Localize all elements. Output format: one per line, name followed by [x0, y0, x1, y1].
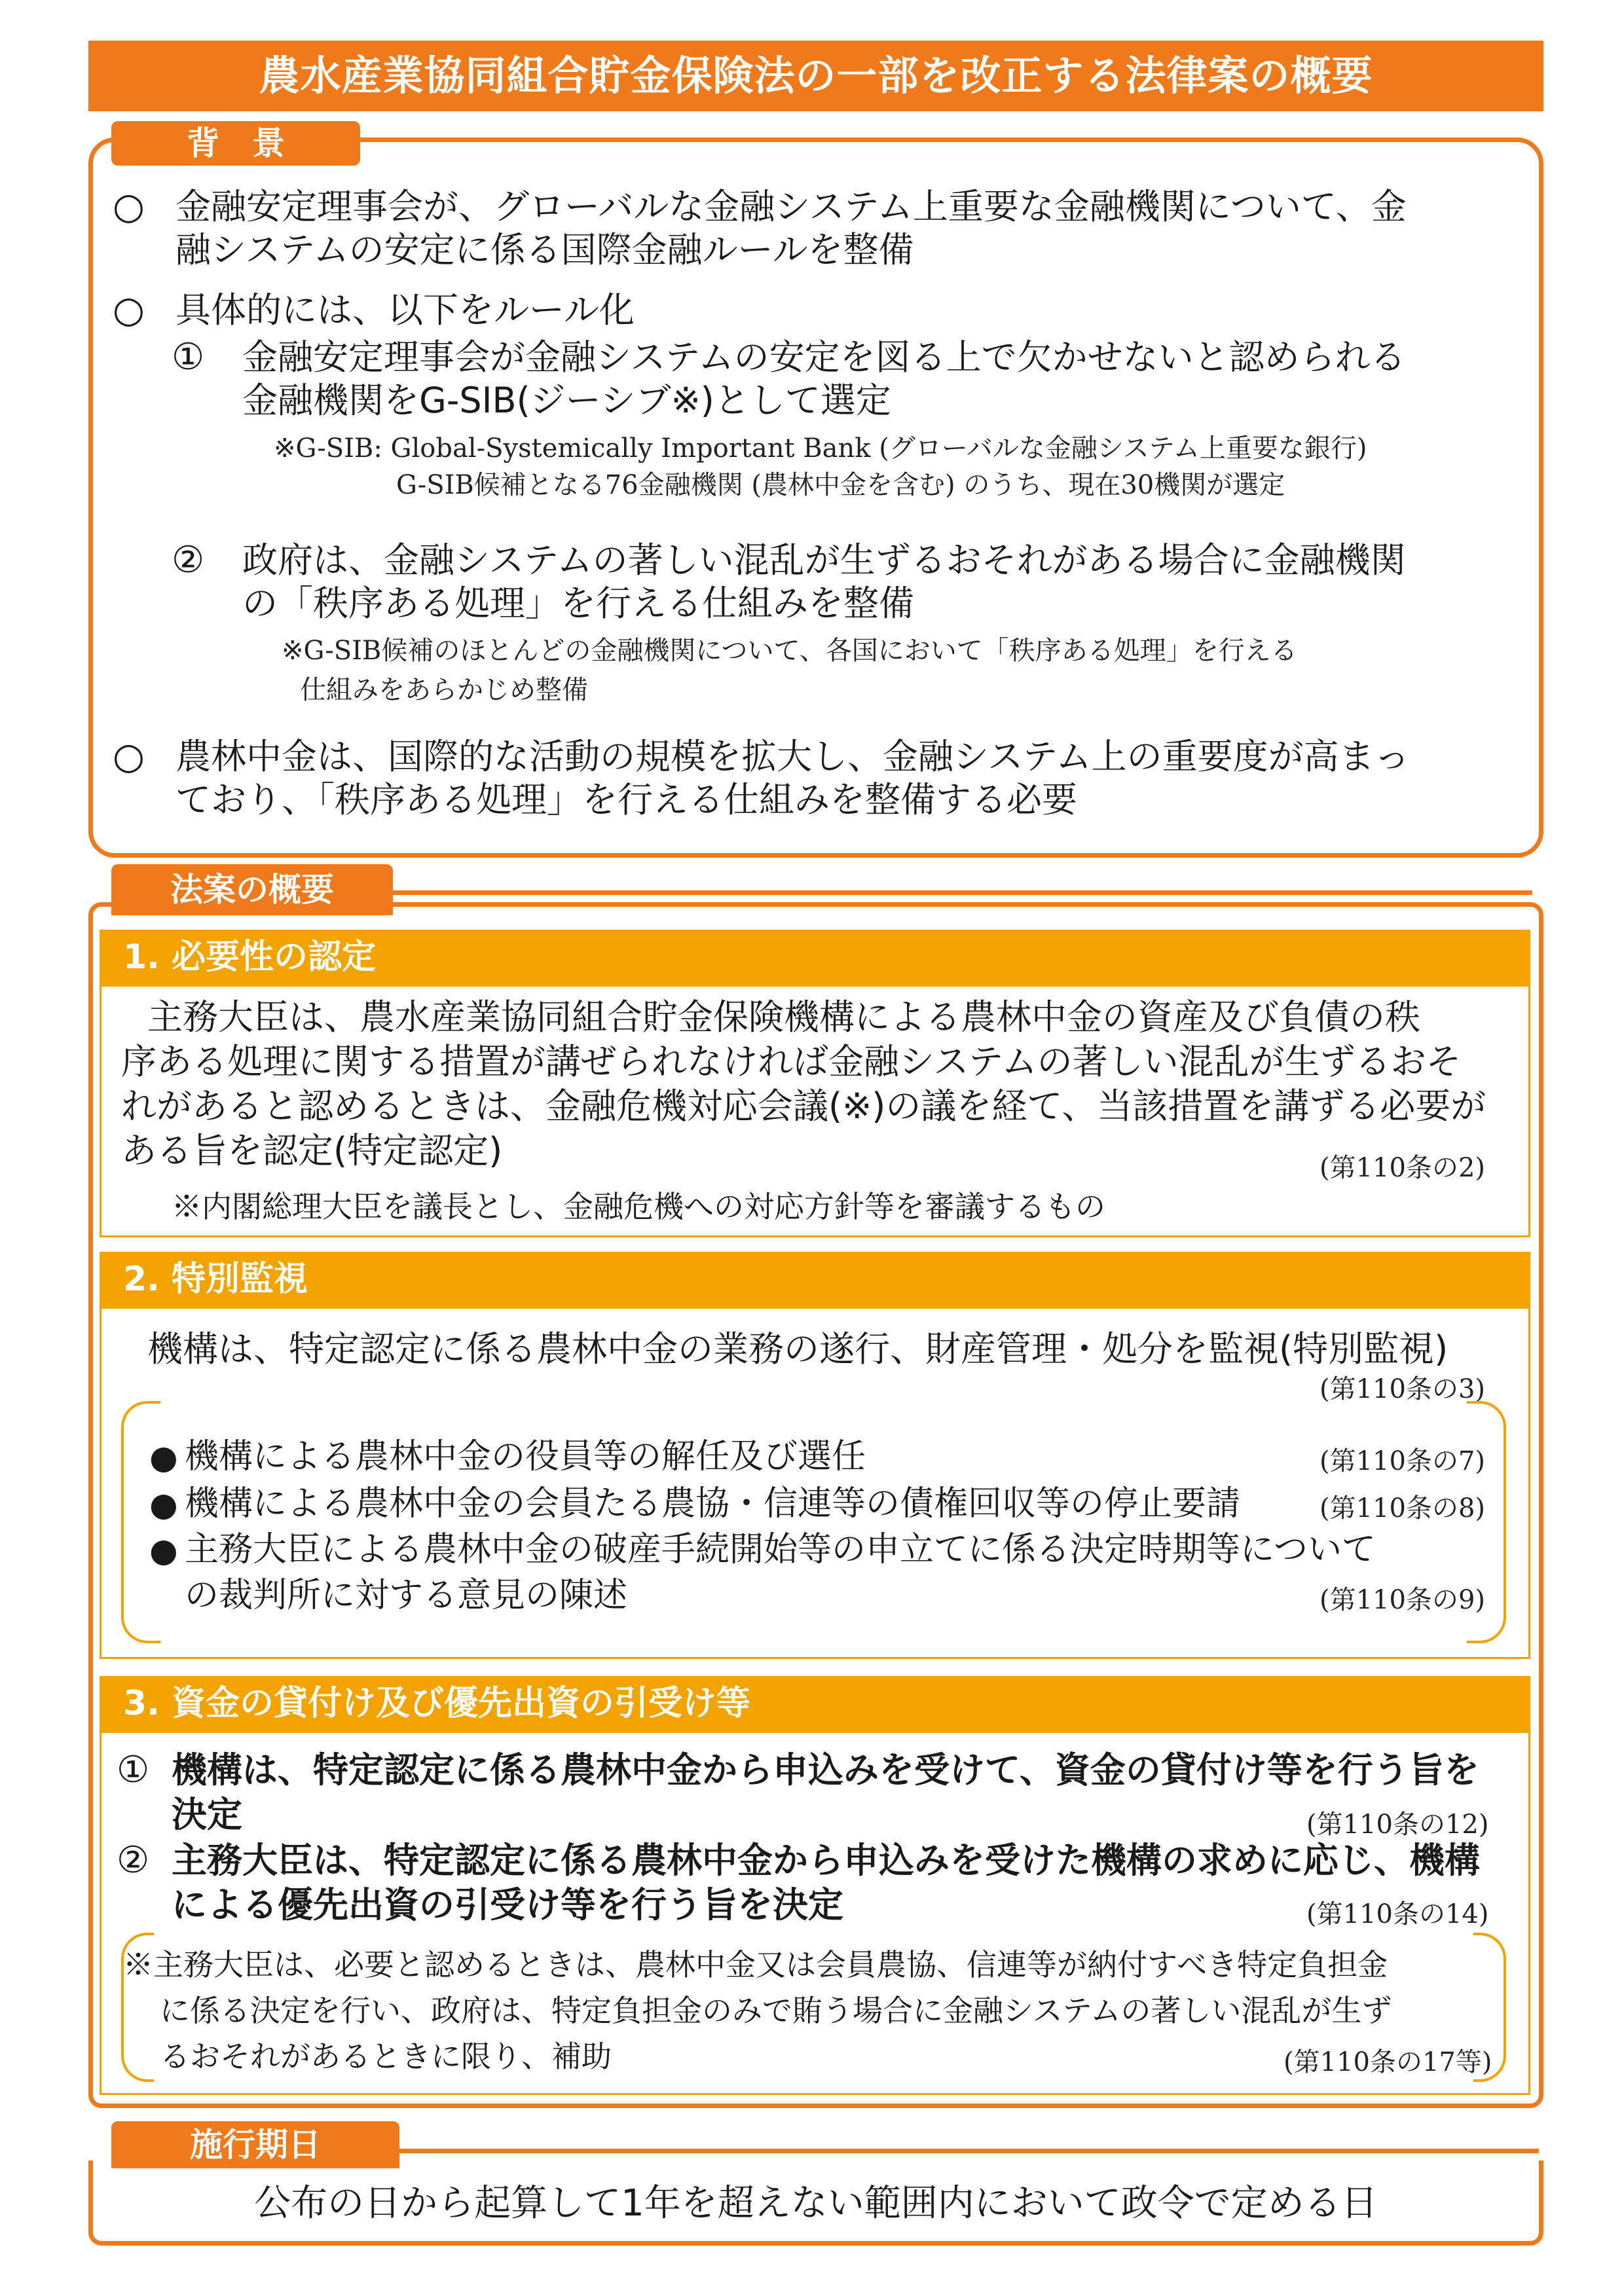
s2-bullet2-line1: 機構による農林中金の会員たる農協・信連等の債権回収等の停止要請	[185, 1484, 1241, 1523]
bg-sub1-line1: 金融安定理事会が金融システムの安定を図る上で欠かせないと認められる	[242, 337, 1406, 378]
s1-line4: ある旨を認定(特定認定)	[121, 1130, 503, 1171]
bg-item1-line1: 金融安定理事会が、グローバルな金融システム上重要な金融機関について、金	[175, 186, 1407, 227]
bg-sub1-note2: G-SIB候補となる76金融機関 (農林中金を含む) のうち、現在30機関が選定	[396, 470, 1285, 500]
s3-item1-line1: 機構は、特定認定に係る農林中金から申込みを受けて、資金の貸付け等を行う旨を	[172, 1749, 1479, 1791]
s2-bullet3-ref: (第110条の9)	[1320, 1585, 1486, 1615]
bg-sub1-marker: ①	[172, 336, 205, 378]
s3-item2-marker: ②	[117, 1839, 150, 1882]
s1-heading: 1. 必要性の認定	[100, 930, 1530, 985]
s2-bullet3-marker: ●	[149, 1531, 178, 1569]
s2-bullet1-marker: ●	[149, 1438, 178, 1476]
s2-bullet2-marker: ●	[149, 1485, 178, 1523]
s3-item2-line2: による優先出資の引受け等を行う旨を決定	[172, 1884, 843, 1925]
s2-heading: 2. 特別監視	[100, 1252, 1530, 1307]
bg-item3-marker: ○	[113, 735, 145, 778]
s3-item1-marker: ①	[117, 1749, 150, 1791]
bg-sub2-note2: 仕組みをあらかじめ整備	[300, 675, 588, 705]
s3-note-line1: ※主務大臣は、必要と認めるときは、農林中金又は会員農協、信連等が納付すべき特定負担金	[123, 1947, 1388, 1982]
bg-item2-marker: ○	[113, 289, 145, 331]
overview-tab-line	[393, 890, 1532, 895]
s2-line: 機構は、特定認定に係る農林中金の業務の遂行、財産管理・処分を監視(特別監視)	[147, 1328, 1449, 1370]
s1-note: ※内閣総理大臣を議長とし、金融危機への対応方針等を審議するもの	[172, 1189, 1105, 1224]
effective-tab: 施行期日	[111, 2121, 399, 2168]
bg-sub2-line2: の「秩序ある処理」を行える仕組みを整備	[242, 583, 914, 624]
bg-sub1-line2: 金融機関をG-SIB(ジーシブ※)として選定	[242, 380, 891, 421]
overview-tab: 法案の概要	[111, 864, 393, 915]
s3-note-line2: に係る決定を行い、政府は、特定負担金のみで賄う場合に金融システムの著しい混乱が生ず	[160, 1993, 1392, 2028]
bg-sub2-marker: ②	[172, 539, 205, 581]
s3-item1-line2: 決定	[172, 1794, 242, 1835]
s2-bullet2-ref: (第110条の8)	[1320, 1493, 1486, 1523]
s3-note-line3: るおそれがあるときに限り、補助	[160, 2039, 612, 2074]
s3-item2-line1: 主務大臣は、特定認定に係る農林中金から申込みを受けた機構の求めに応じ、機構	[172, 1840, 1480, 1881]
bg-sub1-note1: ※G-SIB: Global-Systemically Important Bank (グローバルな金融システム上重要な銀行)	[274, 433, 1367, 464]
s3-note-ref: (第110条の17等)	[1283, 2047, 1492, 2077]
bg-item1-line2: 融システムの安定に係る国際金融ルールを整備	[175, 229, 914, 270]
s2-bullet3-line1: 主務大臣による農林中金の破産手続開始等の申立てに係る決定時期等について	[185, 1530, 1376, 1569]
bg-sub2-note1: ※G-SIB候補のほとんどの金融機関について、各国において「秩序ある処理」を行える	[282, 636, 1297, 666]
s3-item2-ref: (第110条の14)	[1306, 1899, 1489, 1929]
bg-sub2-line1: 政府は、金融システムの著しい混乱が生ずるおそれがある場合に金融機関	[242, 539, 1406, 581]
s2-ref: (第110条の3)	[1320, 1374, 1486, 1404]
s2-bullet1-ref: (第110条の7)	[1320, 1446, 1486, 1476]
s2-bullet3-line2: の裁判所に対する意見の陳述	[185, 1576, 628, 1615]
s1-line3: れがあると認めるときは、金融危機対応会議(※)の議を経て、当該措置を講ずる必要が	[121, 1085, 1486, 1127]
bg-item1-marker: ○	[113, 185, 145, 228]
bg-item3-line1: 農林中金は、国際的な活動の規模を拡大し、金融システム上の重要度が高まっ	[175, 736, 1410, 777]
background-tab: 背 景	[111, 121, 360, 166]
bg-item3-line2: ており、「秩序ある処理」を行える仕組みを整備する必要	[175, 779, 1077, 820]
bg-item2-line: 具体的には、以下をルール化	[175, 289, 635, 331]
s3-item1-ref: (第110条の12)	[1306, 1810, 1489, 1840]
s1-line2: 序ある処理に関する措置が講ぜられなければ金融システムの著しい混乱が生ずるおそ	[121, 1041, 1462, 1082]
s2-bullet1-line1: 機構による農林中金の役員等の解任及び選任	[185, 1437, 866, 1476]
page-title: 農水産業協同組合貯金保険法の一部を改正する法律案の概要	[88, 41, 1543, 111]
effective-text: 公布の日から起算して1年を超えない範囲内において政令で定める日	[254, 2182, 1378, 2225]
s1-line1: 主務大臣は、農水産業協同組合貯金保険機構による農林中金の資産及び負債の秩	[147, 996, 1420, 1038]
s1-ref: (第110条の2)	[1320, 1153, 1486, 1183]
s3-heading: 3. 資金の貸付け及び優先出資の引受け等	[100, 1676, 1530, 1731]
effective-tab-line	[399, 2149, 1539, 2153]
